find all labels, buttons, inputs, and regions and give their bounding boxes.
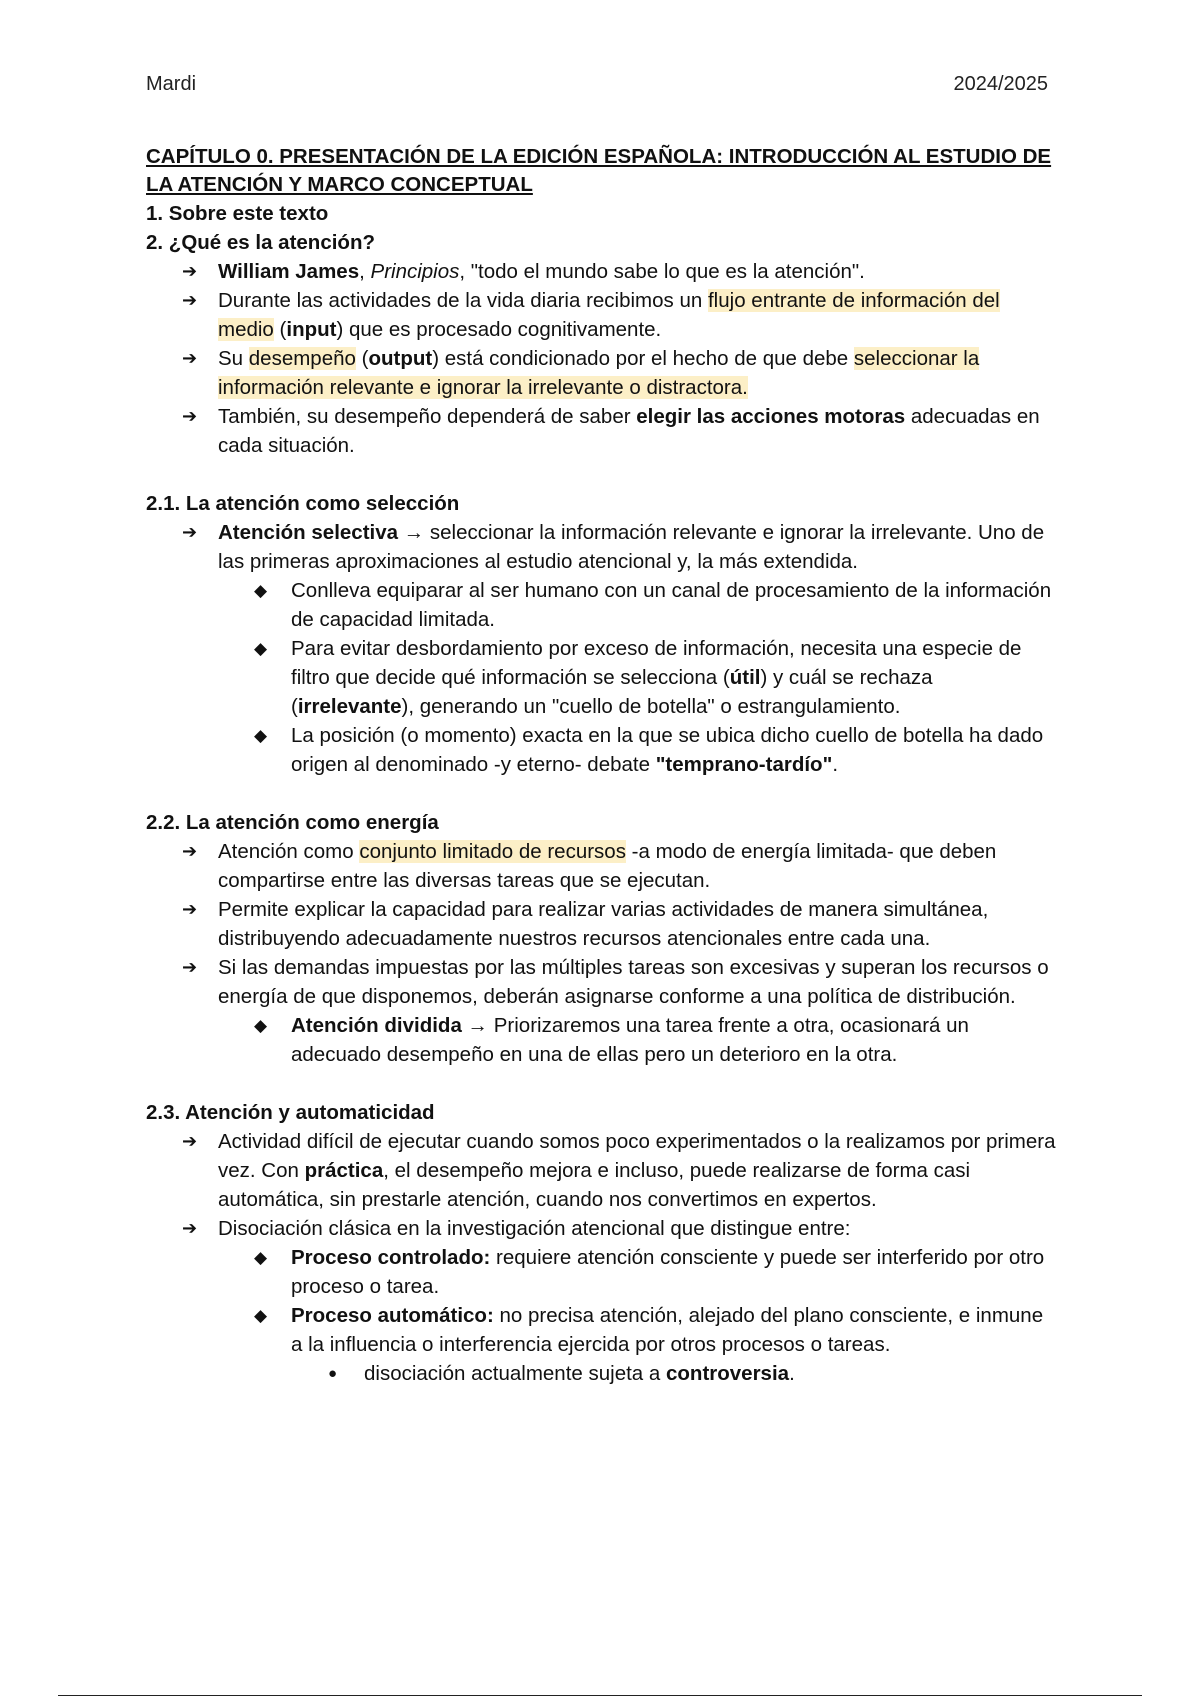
arrow-bullet-icon: ➔ xyxy=(182,348,198,368)
list-item: ➔ Si las demandas impuestas por las múltiples tareas son excesivas y superan los recursos o energía de que disponemos, deberán asignarse conforme a una política de distribución. xyxy=(146,953,1056,1011)
diamond-bullet-icon: ◆ xyxy=(254,581,268,600)
list-item: ◆ Proceso controlado: requiere atención consciente y puede ser interferido por otro proceso o tarea. xyxy=(146,1243,1056,1301)
diamond-bullet-icon: ◆ xyxy=(254,1248,268,1267)
diamond-bullet-icon: ◆ xyxy=(254,1016,268,1035)
section-1-heading: 1. Sobre este texto xyxy=(146,202,329,225)
list-item: ● disociación actualmente sujeta a controversia. xyxy=(146,1359,1056,1388)
list-item: ➔ Atención como conjunto limitado de recursos -a modo de energía limitada- que deben compartirse entre las diversas tareas que se ejecutan. xyxy=(146,837,1056,895)
section-2-3-heading: 2.3. Atención y automaticidad xyxy=(146,1101,435,1124)
list-item: ➔ Disociación clásica en la investigación atencional que distingue entre: xyxy=(146,1214,1056,1243)
arrow-bullet-icon: ➔ xyxy=(182,290,198,310)
header-right: 2024/2025 xyxy=(953,73,1048,95)
list-item: ◆ Para evitar desbordamiento por exceso de información, necesita una especie de filtro que decide qué información se selecciona (útil) y cuál se rechaza (irrelevante), generando un "cuello de botella" o estrangulamiento. xyxy=(146,634,1056,721)
list-item: ➔ Durante las actividades de la vida diaria recibimos un flujo entrante de información del medio (input) que es procesado cognitivamente. xyxy=(146,286,1056,344)
section-2-heading: 2. ¿Qué es la atención? xyxy=(146,231,375,254)
arrow-bullet-icon: ➔ xyxy=(182,522,198,542)
arrow-bullet-icon: ➔ xyxy=(182,957,198,977)
arrow-bullet-icon: ➔ xyxy=(182,899,198,919)
highlight: conjunto limitado de recursos xyxy=(359,840,626,863)
arrow-bullet-icon: ➔ xyxy=(182,406,198,426)
list-item: ◆ Atención dividida → Priorizaremos una tarea frente a otra, ocasionará un adecuado desempeño en una de ellas pero un deterioro en la otra. xyxy=(146,1011,1056,1069)
arrow-bullet-icon: ➔ xyxy=(182,1218,198,1238)
list-item: ➔ Atención selectiva → seleccionar la información relevante e ignorar la irrelevante. Uno de las primeras aproximaciones al estudio atencional y, la más extendida. xyxy=(146,518,1056,576)
list-item: ◆ Proceso automático: no precisa atención, alejado del plano consciente, e inmune a la influencia o interferencia ejercida por otros procesos o tareas. xyxy=(146,1301,1056,1359)
footer-divider xyxy=(58,1695,1142,1696)
section-2-2-heading: 2.2. La atención como energía xyxy=(146,811,439,834)
list-item: ➔ Su desempeño (output) está condicionado por el hecho de que debe seleccionar la información relevante e ignorar la irrelevante o distractora. xyxy=(146,344,1056,402)
diamond-bullet-icon: ◆ xyxy=(254,1306,268,1325)
chapter-title: CAPÍTULO 0. PRESENTACIÓN DE LA EDICIÓN ESPAÑOLA: INTRODUCCIÓN AL ESTUDIO DE LA ATENCIÓN Y MARCO CONCEPTUAL xyxy=(146,145,1052,196)
section-2-1-heading: 2.1. La atención como selección xyxy=(146,492,460,515)
diamond-bullet-icon: ◆ xyxy=(254,639,268,658)
dot-bullet-icon: ● xyxy=(328,1365,338,1382)
list-item: ➔ Permite explicar la capacidad para realizar varias actividades de manera simultánea, distribuyendo adecuadamente nuestros recursos atencionales entre cada una. xyxy=(146,895,1056,953)
highlight: seleccionar la información relevante e ignorar la irrelevante o distractora. xyxy=(218,347,980,399)
list-item: ➔ Actividad difícil de ejecutar cuando somos poco experimentados o la realizamos por primera vez. Con práctica, el desempeño mejora e incluso, puede realizarse de forma casi automática, sin prestarle atención, cuando nos convertimos en expertos. xyxy=(146,1127,1056,1214)
list-item: ➔ También, su desempeño dependerá de saber elegir las acciones motoras adecuadas en cada situación. xyxy=(146,402,1056,460)
arrow-bullet-icon: ➔ xyxy=(182,261,198,281)
diamond-bullet-icon: ◆ xyxy=(254,726,268,745)
list-item: ◆ La posición (o momento) exacta en la que se ubica dicho cuello de botella ha dado origen al denominado -y eterno- debate "temprano-tardío". xyxy=(146,721,1056,779)
list-item: ➔ William James, Principios, "todo el mundo sabe lo que es la atención". xyxy=(146,257,1056,286)
arrow-bullet-icon: ➔ xyxy=(182,841,198,861)
header-left: Mardi xyxy=(146,73,197,95)
arrow-bullet-icon: ➔ xyxy=(182,1131,198,1151)
highlight: desempeño xyxy=(248,347,356,370)
list-item: ◆ Conlleva equiparar al ser humano con un canal de procesamiento de la información de capacidad limitada. xyxy=(146,576,1056,634)
highlight: flujo entrante de información del medio xyxy=(218,289,1000,341)
document-body xyxy=(146,143,1056,1388)
